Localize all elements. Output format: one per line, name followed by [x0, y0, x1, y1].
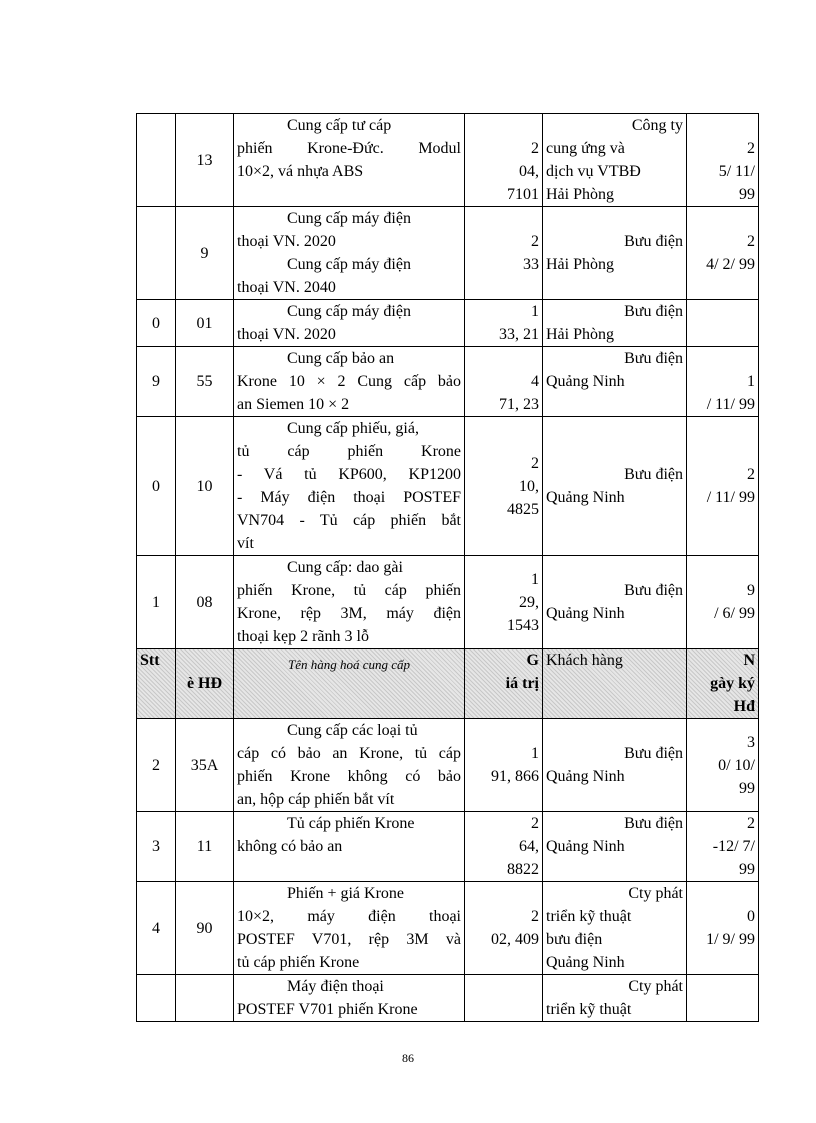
- cell-stt: [137, 975, 176, 1022]
- kh-line: Bưu điện: [624, 233, 683, 250]
- gia-line: 2: [531, 140, 539, 157]
- cell-customer: [543, 556, 687, 649]
- ngay-line: 99: [739, 861, 755, 878]
- gia-line: 8822: [507, 861, 539, 878]
- gia-line: [468, 987, 539, 1010]
- kh-line: Cty phát: [628, 885, 683, 902]
- ngay-line: [690, 312, 755, 335]
- table-row: [137, 114, 759, 207]
- cell-contract-no: [176, 347, 234, 417]
- gia-line: 2: [531, 815, 539, 832]
- table-row: [137, 812, 759, 882]
- ten-line: cáp có bảo an Krone, tủ cáp: [237, 745, 461, 762]
- cell-value: [465, 649, 543, 719]
- ten-line: Cung cấp máy điện: [287, 256, 411, 273]
- ten-line: tủ cáp phiến Krone: [237, 443, 461, 460]
- cell-goods-name: [234, 300, 465, 347]
- stt-text: 4: [152, 919, 160, 937]
- ten-line: phiến Krone-Đức. Modul: [237, 140, 461, 157]
- gia-line: 33, 21: [499, 326, 539, 343]
- cell-stt: [137, 417, 176, 556]
- gia-line: 2: [531, 908, 539, 925]
- gia-line: 1: [531, 570, 539, 588]
- gia-line: 64,: [519, 838, 539, 855]
- contracts-table-body: [137, 114, 759, 1022]
- ngay-line: 0/ 10/: [718, 756, 755, 774]
- kh-line: Quảng Ninh: [546, 838, 625, 855]
- kh-line: [546, 393, 683, 416]
- ten-line: VN704 - Tủ cáp phiến bắt: [237, 512, 461, 529]
- table-row: [137, 882, 759, 975]
- kh-line: Cty phát: [628, 978, 683, 995]
- ngay-line: 2: [747, 233, 755, 250]
- ten-line: Cung cấp tư cáp: [287, 117, 392, 134]
- cell-goods-name: [234, 114, 465, 207]
- kh-line: Quảng Ninh: [546, 954, 625, 971]
- cell-contract-no: [176, 975, 234, 1022]
- ten-line: 10×2, vá nhựa ABS: [237, 163, 364, 180]
- gia-line: 71, 23: [499, 396, 539, 413]
- contract-no-text: 13: [196, 151, 213, 169]
- ngay-line: 2: [747, 140, 755, 157]
- ten-line: không có bảo an: [237, 838, 343, 855]
- kh-line: Bưu điện: [624, 582, 683, 599]
- ten-line: Krone 10 × 2 Cung cấp bảo: [237, 373, 461, 390]
- gia-line: 33: [523, 256, 539, 273]
- ten-line: Tên hàng hoá cung cấp: [287, 657, 411, 672]
- ten-line: phiến Krone không có bảo: [237, 768, 461, 785]
- stt-text: 0: [152, 314, 160, 332]
- cell-customer: [543, 347, 687, 417]
- gia-line: iá trị: [505, 675, 539, 692]
- cell-customer: [543, 812, 687, 882]
- ten-line: thoại VN. 2040: [237, 279, 336, 296]
- ten-line: Tủ cáp phiến Krone: [287, 815, 415, 832]
- cell-customer: [543, 207, 687, 300]
- ngay-line: / 11/ 99: [706, 489, 755, 506]
- cell-goods-name: [234, 649, 465, 719]
- contract-no-text: 08: [196, 593, 213, 611]
- gia-line: 7101: [507, 186, 539, 203]
- cell-contract-no: [176, 812, 234, 882]
- kh-line: Công ty: [631, 117, 683, 134]
- cell-sign-date: [687, 812, 759, 882]
- cell-sign-date: [687, 114, 759, 207]
- gia-line: 2: [531, 454, 539, 472]
- gia-line: 4825: [507, 500, 539, 518]
- contract-no-text: 35A: [190, 756, 219, 774]
- table-row: [137, 719, 759, 812]
- ngay-line: 2: [747, 466, 755, 483]
- gia-line: 91, 866: [491, 768, 539, 785]
- contract-no-text: 90: [196, 919, 213, 937]
- ngay-line: [690, 987, 755, 1010]
- ten-line: POSTEF V701 phiến Krone: [237, 1001, 418, 1018]
- kh-line: Hải Phòng: [546, 326, 614, 343]
- ten-line: phiến Krone, tủ cáp phiến: [237, 582, 461, 599]
- cell-value: [465, 882, 543, 975]
- kh-line: Quảng Ninh: [546, 768, 625, 785]
- ten-line: Cung cấp máy điện: [287, 303, 411, 320]
- ten-line: thoại VN. 2020: [237, 326, 336, 343]
- stt-text: 9: [152, 373, 160, 390]
- kh-line: Quảng Ninh: [546, 605, 625, 622]
- ten-line: - Vá tủ KP600, KP1200: [237, 466, 461, 483]
- contract-no-text: è HĐ: [186, 675, 223, 692]
- cell-contract-no: [176, 649, 234, 719]
- ten-line: - Máy điện thoại POSTEF: [237, 489, 461, 506]
- cell-contract-no: [176, 114, 234, 207]
- cell-sign-date: [687, 649, 759, 719]
- cell-goods-name: [234, 556, 465, 649]
- ngay-line: 1: [747, 373, 755, 390]
- ngay-line: 1/ 9/ 99: [706, 931, 755, 948]
- ten-line: an, hộp cáp phiến bắt vít: [237, 791, 395, 808]
- contract-no-text: 01: [196, 314, 213, 332]
- ngay-line: [690, 114, 755, 137]
- cell-value: [465, 207, 543, 300]
- contract-no-text: 55: [196, 373, 213, 390]
- ngay-line: 2: [747, 815, 755, 832]
- gia-line: 2: [531, 233, 539, 250]
- gia-line: [468, 347, 539, 370]
- ten-line: Phiến + giá Krone: [287, 885, 404, 902]
- cell-stt: [137, 347, 176, 417]
- cell-value: [465, 719, 543, 812]
- stt-text: Stt: [140, 652, 160, 669]
- cell-sign-date: [687, 300, 759, 347]
- ngay-line: 0: [747, 908, 755, 925]
- cell-stt: [137, 556, 176, 649]
- cell-value: [465, 975, 543, 1022]
- stt-text: 2: [152, 756, 160, 774]
- cell-goods-name: [234, 417, 465, 556]
- cell-stt: [137, 719, 176, 812]
- kh-line: Quảng Ninh: [546, 489, 625, 506]
- stt-text: 1: [152, 593, 160, 611]
- cell-sign-date: [687, 207, 759, 300]
- ten-line: POSTEF V701, rệp 3M và: [237, 931, 461, 948]
- ten-line: Cung cấp phiếu, giá,: [287, 420, 419, 437]
- cell-goods-name: [234, 882, 465, 975]
- ten-line: 10×2, máy điện thoại: [237, 908, 461, 925]
- cell-customer: [543, 114, 687, 207]
- ngay-line: 99: [739, 186, 755, 203]
- gia-line: 02, 409: [491, 931, 539, 948]
- gia-line: 29,: [519, 593, 539, 611]
- cell-value: [465, 114, 543, 207]
- cell-contract-no: [176, 207, 234, 300]
- ten-line: Cung cấp các loại tủ: [287, 722, 418, 739]
- table-row: [137, 300, 759, 347]
- gia-line: 1: [531, 745, 539, 762]
- cell-sign-date: [687, 556, 759, 649]
- kh-line: Bưu điện: [624, 815, 683, 832]
- ten-line: an Siemen 10 × 2: [237, 396, 350, 413]
- cell-goods-name: [234, 207, 465, 300]
- ten-line: vít: [237, 535, 254, 552]
- cell-goods-name: [234, 719, 465, 812]
- ngay-line: Hđ: [733, 698, 755, 715]
- table-row: [137, 207, 759, 300]
- cell-value: [465, 417, 543, 556]
- ngay-line: 4/ 2/ 99: [706, 256, 755, 273]
- table-row: [137, 556, 759, 649]
- ten-line: tủ cáp phiến Krone: [237, 954, 360, 971]
- cell-customer: [543, 300, 687, 347]
- cell-value: [465, 556, 543, 649]
- gia-line: 10,: [519, 477, 539, 495]
- cell-sign-date: [687, 347, 759, 417]
- kh-line: Khách hàng: [546, 652, 623, 669]
- cell-value: [465, 347, 543, 417]
- cell-sign-date: [687, 975, 759, 1022]
- cell-customer: [543, 882, 687, 975]
- cell-customer: [543, 719, 687, 812]
- table-header-row: [137, 649, 759, 719]
- cell-value: [465, 812, 543, 882]
- kh-line: triển kỹ thuật: [546, 1001, 632, 1018]
- ngay-line: 99: [739, 779, 755, 797]
- kh-line: Bưu điện: [624, 303, 683, 320]
- cell-goods-name: [234, 975, 465, 1022]
- ten-line: Cung cấp bảo an: [287, 350, 395, 367]
- ten-line: Máy điện thoại: [287, 978, 384, 995]
- cell-sign-date: [687, 882, 759, 975]
- cell-contract-no: [176, 882, 234, 975]
- table-row: [137, 975, 759, 1022]
- gia-line: 1: [531, 303, 539, 320]
- kh-line: Hải Phòng: [546, 256, 614, 273]
- cell-contract-no: [176, 556, 234, 649]
- cell-sign-date: [687, 417, 759, 556]
- cell-value: [465, 300, 543, 347]
- contract-no-text: 9: [200, 244, 209, 262]
- ngay-line: 3: [747, 733, 755, 751]
- gia-line: G: [526, 652, 539, 669]
- ten-line: thoại kẹp 2 rãnh 3 lỗ: [237, 628, 369, 645]
- ngay-line: gày ký: [710, 675, 755, 692]
- cell-customer: [543, 649, 687, 719]
- kh-line: Bưu điện: [624, 745, 683, 762]
- gia-line: [468, 114, 539, 137]
- ngay-line: / 11/ 99: [706, 396, 755, 413]
- cell-sign-date: [687, 719, 759, 812]
- cell-customer: [543, 975, 687, 1022]
- contract-no-text: 10: [196, 477, 213, 495]
- ngay-line: N: [743, 652, 755, 669]
- cell-stt: [137, 300, 176, 347]
- cell-contract-no: [176, 417, 234, 556]
- ngay-line: -12/ 7/: [712, 838, 755, 855]
- stt-text: 3: [152, 838, 160, 855]
- cell-goods-name: [234, 812, 465, 882]
- ngay-line: 9: [747, 582, 755, 599]
- ten-line: Krone, rệp 3M, máy điện: [237, 605, 461, 622]
- stt-text: 0: [152, 477, 160, 495]
- kh-line: Hải Phòng: [546, 186, 614, 203]
- ngay-line: 5/ 11/: [718, 163, 755, 180]
- kh-line: triển kỹ thuật: [546, 908, 632, 925]
- ten-line: [237, 183, 461, 206]
- gia-line: 4: [531, 373, 539, 390]
- ten-line: Cung cấp máy điện: [287, 210, 411, 227]
- gia-line: 1543: [507, 616, 539, 634]
- table-row: [137, 417, 759, 556]
- cell-contract-no: [176, 300, 234, 347]
- cell-stt: [137, 649, 176, 719]
- ten-line: [237, 858, 461, 881]
- ngay-line: [690, 347, 755, 370]
- gia-line: 04,: [519, 163, 539, 180]
- ten-line: Cung cấp: dao gài: [287, 559, 403, 576]
- cell-stt: [137, 812, 176, 882]
- kh-line: dịch vụ VTBĐ: [546, 163, 641, 180]
- kh-line: Bưu điện: [624, 466, 683, 483]
- cell-contract-no: [176, 719, 234, 812]
- kh-line: Bưu điện: [624, 350, 683, 367]
- kh-line: [546, 858, 683, 881]
- cell-customer: [543, 417, 687, 556]
- ten-line: thoại VN. 2020: [237, 233, 336, 250]
- ngay-line: / 6/ 99: [714, 605, 755, 622]
- kh-line: bưu điện: [546, 931, 603, 948]
- page-number: 86: [402, 1051, 414, 1065]
- table-row: [137, 347, 759, 417]
- cell-stt: [137, 207, 176, 300]
- kh-line: cung ứng và: [546, 140, 625, 157]
- cell-stt: [137, 114, 176, 207]
- contract-no-text: 11: [196, 838, 213, 855]
- cell-goods-name: [234, 347, 465, 417]
- cell-stt: [137, 882, 176, 975]
- contracts-table: [136, 113, 759, 1022]
- kh-line: Quảng Ninh: [546, 373, 625, 390]
